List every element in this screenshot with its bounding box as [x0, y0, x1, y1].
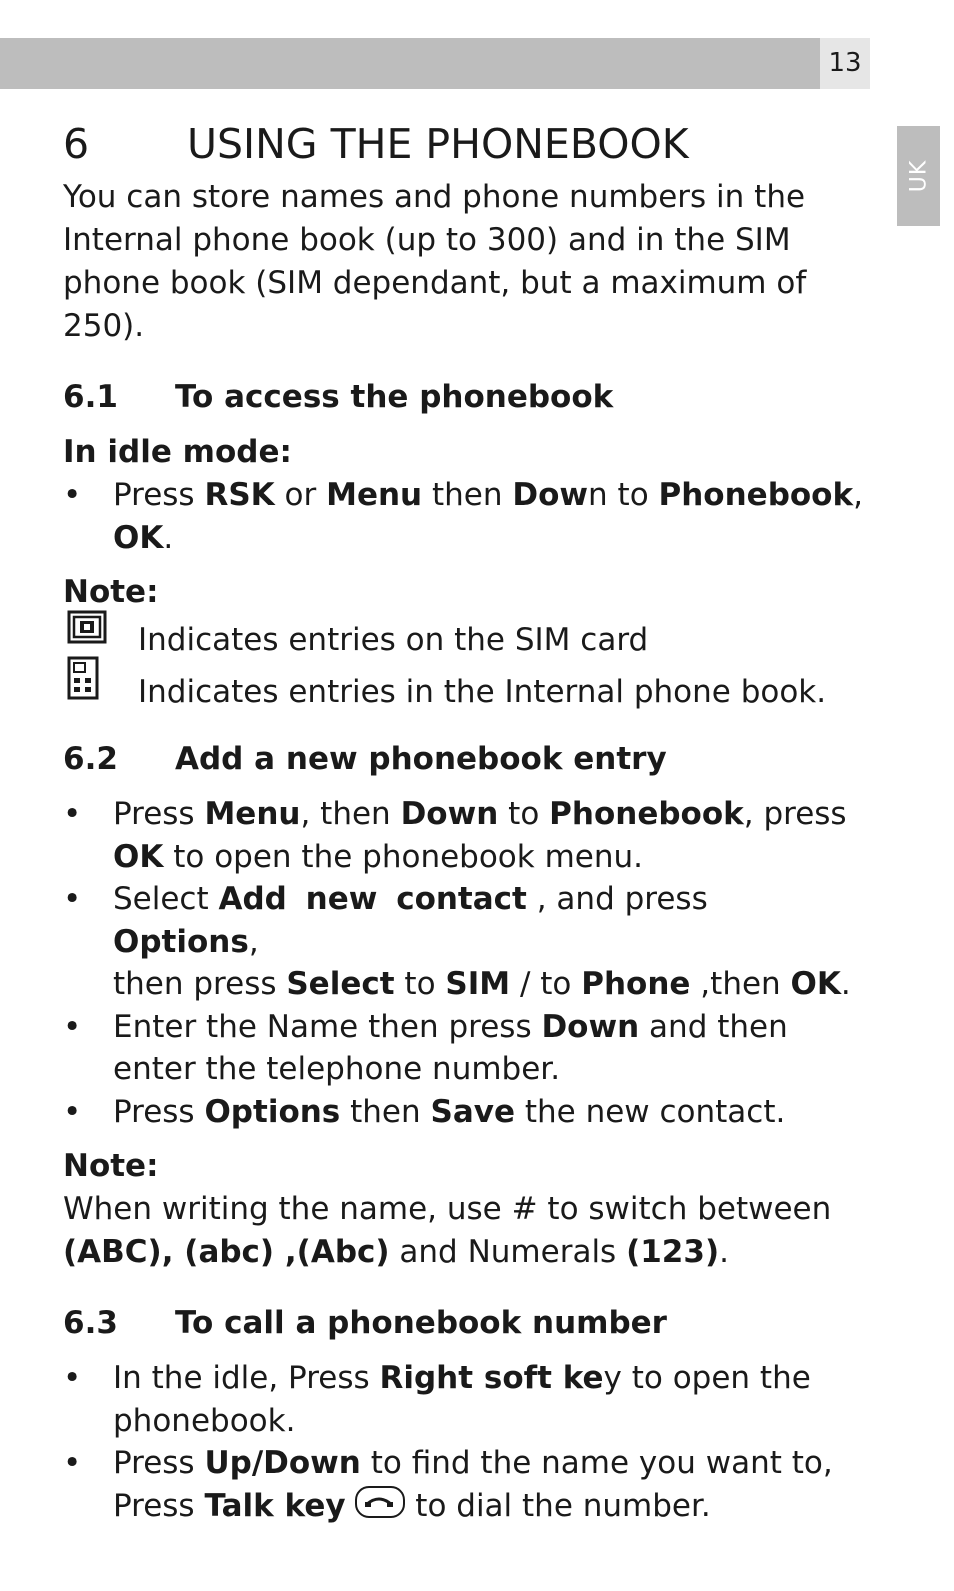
- text-fragment: When writing the name, use # to switch between: [63, 1191, 832, 1227]
- page-number: 13: [820, 38, 870, 89]
- phone-icon-description: Indicates entries in the Internal phone book.: [138, 674, 827, 710]
- phone-icon-row: [63, 666, 863, 718]
- text-fragment: Press: [113, 1487, 205, 1524]
- bold-text: Phone: [581, 966, 691, 1002]
- text-fragment: then: [422, 477, 513, 513]
- text-fragment: and Numerals: [389, 1234, 627, 1270]
- text-fragment: Enter the Name then press: [113, 1008, 542, 1045]
- bold-text: OK: [113, 838, 164, 875]
- text-fragment: Select: [113, 881, 219, 917]
- chapter-heading: [63, 116, 863, 172]
- text-fragment: to find the name you want to,: [360, 1445, 833, 1481]
- text-fragment: Press: [113, 1093, 205, 1130]
- text-fragment: y to open the phonebook.: [113, 1360, 811, 1439]
- text-fragment: the new contact.: [514, 1093, 786, 1130]
- access-steps: [63, 474, 863, 559]
- text-fragment: to: [498, 796, 550, 832]
- bold-text: Menu: [326, 477, 423, 513]
- text-fragment: ,: [248, 923, 259, 960]
- bold-text: Right soft ke: [379, 1360, 604, 1396]
- bold-text: Talk key: [204, 1487, 346, 1524]
- note-label: Note:: [63, 1148, 159, 1184]
- text-fragment: ,: [853, 477, 863, 513]
- text-fragment: .: [719, 1234, 729, 1270]
- text-fragment: , press: [743, 796, 847, 832]
- section-title: Add a new phonebook entry: [175, 741, 667, 777]
- call-steps: [63, 1357, 863, 1527]
- note-paragraph: [63, 1188, 863, 1274]
- bold-text: Up/Down: [204, 1445, 361, 1481]
- phone-memory-icon: [65, 656, 101, 700]
- note-label: Note:: [63, 574, 159, 610]
- section-title: To access the phonebook: [175, 379, 614, 415]
- bold-text: Phonebook: [549, 796, 744, 832]
- bold-text: Menu: [204, 796, 301, 832]
- section-number: 6.3: [63, 1305, 118, 1341]
- text-fragment: Press: [113, 477, 205, 513]
- bold-text: Dow: [512, 477, 589, 513]
- text-fragment: ,then: [690, 966, 791, 1002]
- bold-text: Options: [113, 923, 249, 960]
- bold-text: (ABC), (abc) ,(Abc): [63, 1234, 390, 1270]
- sim-card-icon: [65, 608, 109, 648]
- header-bar: [0, 38, 820, 89]
- list-item: [63, 1357, 863, 1442]
- bold-text: OK: [790, 966, 841, 1002]
- list-item: [63, 878, 863, 1006]
- bold-text: Phonebook: [658, 477, 854, 513]
- section-number: 6.1: [63, 379, 118, 415]
- list-item: [63, 793, 863, 878]
- section-title: To call a phonebook number: [175, 1305, 667, 1341]
- text-fragment: Press: [113, 796, 205, 832]
- list-item: [63, 474, 863, 559]
- bold-text: Add new contact: [218, 881, 527, 917]
- text-fragment: , and press: [526, 881, 708, 917]
- idle-mode-label: In idle mode:: [63, 434, 292, 470]
- text-fragment: then: [340, 1093, 431, 1130]
- text-fragment: In the idle, Press: [113, 1360, 380, 1396]
- section-6-3-heading: [63, 1302, 863, 1345]
- bold-text: Select: [286, 966, 395, 1002]
- bold-text: Options: [204, 1093, 341, 1130]
- bold-text: (123): [626, 1234, 720, 1270]
- text-fragment: , then: [300, 796, 401, 832]
- bold-text: SIM: [445, 966, 511, 1002]
- bold-text: OK: [113, 519, 164, 556]
- section-6-2-heading: [63, 738, 863, 781]
- text-fragment: .: [163, 519, 174, 556]
- text-fragment: n to: [588, 477, 659, 513]
- list-item: [63, 1006, 863, 1091]
- list-item: [63, 1091, 863, 1134]
- text-fragment: then press: [113, 966, 287, 1002]
- chapter-title: USING THE PHONEBOOK: [187, 120, 689, 168]
- sim-icon-description: Indicates entries on the SIM card: [138, 622, 649, 658]
- intro-paragraph: You can store names and phone numbers in the Internal phone book (up to 300) and in the SIM phone book (SIM dependant, but a maximum of 250).: [63, 179, 807, 344]
- text-fragment: / to: [510, 966, 582, 1002]
- chapter-number: 6: [63, 120, 90, 168]
- text-fragment: .: [840, 966, 851, 1002]
- bold-text: Down: [400, 796, 499, 832]
- sim-icon-row: [63, 614, 863, 666]
- text-fragment: to open the phonebook menu.: [163, 838, 643, 875]
- bold-text: Down: [541, 1008, 640, 1045]
- section-6-1-heading: [63, 376, 863, 419]
- text-fragment: and then enter the telephone number.: [113, 1008, 788, 1087]
- language-tab-label: UK: [906, 159, 931, 193]
- list-item: [63, 1442, 863, 1527]
- talk-key-icon: [355, 1486, 405, 1518]
- language-tab: [897, 126, 940, 226]
- add-entry-steps: [63, 793, 863, 1133]
- text-fragment: or: [274, 477, 327, 513]
- section-number: 6.2: [63, 741, 118, 777]
- text-fragment: Press: [113, 1445, 205, 1481]
- bold-text: Save: [430, 1093, 515, 1130]
- bold-text: RSK: [204, 477, 275, 513]
- page-content: [63, 116, 863, 1527]
- text-fragment: to: [394, 966, 446, 1002]
- text-fragment: to dial the number.: [405, 1487, 711, 1524]
